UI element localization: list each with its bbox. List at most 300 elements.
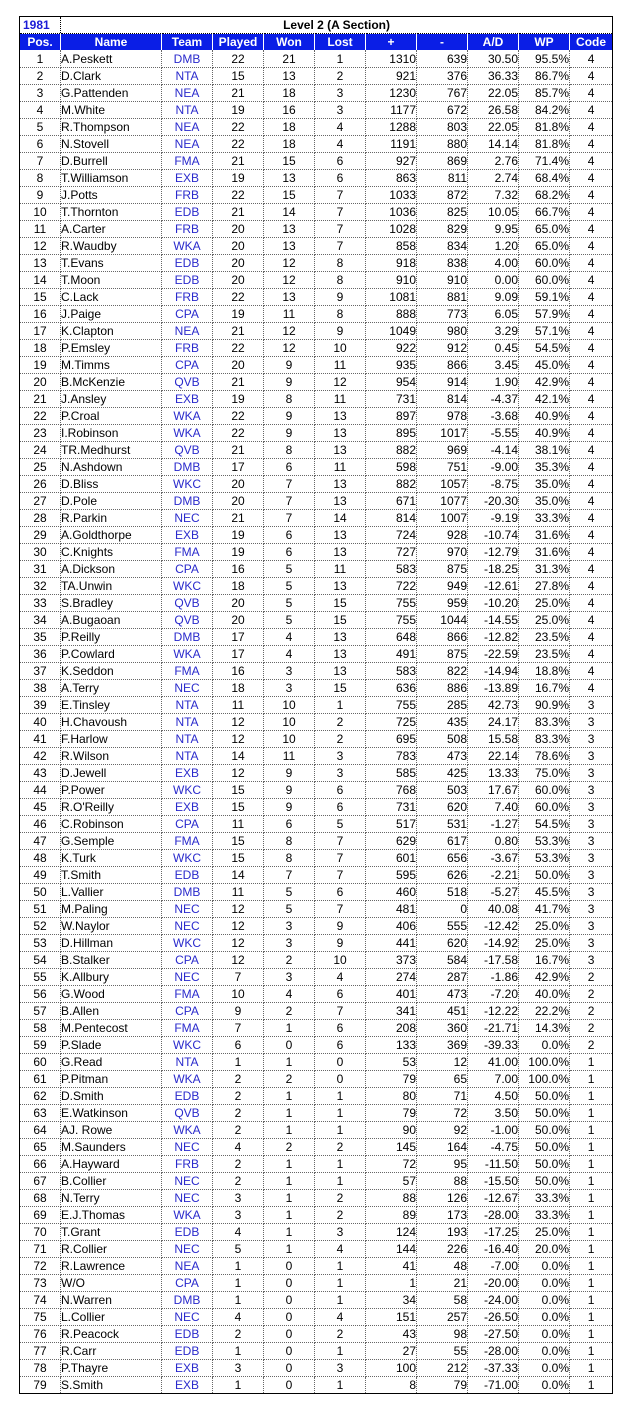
- cell-won: 12: [264, 322, 315, 339]
- cell-average-difference: 41.00: [468, 1053, 519, 1070]
- cell-win-percentage: 0.0%: [519, 1036, 570, 1053]
- cell-won: 5: [264, 577, 315, 594]
- cell-points-against: 869: [417, 152, 468, 169]
- cell-pos: 3: [20, 84, 61, 101]
- cell-code: 2: [570, 1036, 613, 1053]
- cell-average-difference: 3.50: [468, 1104, 519, 1121]
- cell-played: 1: [213, 1274, 264, 1291]
- cell-points-against: 829: [417, 220, 468, 237]
- cell-name: R.Thompson: [61, 118, 162, 135]
- cell-code: 4: [570, 254, 613, 271]
- cell-pos: 4: [20, 101, 61, 118]
- table-row: [20, 373, 613, 390]
- cell-lost: 2: [315, 1189, 366, 1206]
- cell-name: A.Hayward: [61, 1155, 162, 1172]
- cell-points-against: 376: [417, 67, 468, 84]
- cell-name: T.Smith: [61, 866, 162, 883]
- cell-points-for: 57: [366, 1172, 417, 1189]
- cell-pos: 49: [20, 866, 61, 883]
- cell-won: 12: [264, 254, 315, 271]
- cell-lost: 13: [315, 407, 366, 424]
- cell-name: P.Power: [61, 781, 162, 798]
- cell-points-against: 503: [417, 781, 468, 798]
- cell-won: 7: [264, 492, 315, 509]
- cell-team: CPA: [162, 951, 213, 968]
- cell-name: P.Cowlard: [61, 645, 162, 662]
- cell-points-against: 811: [417, 169, 468, 186]
- cell-code: 2: [570, 968, 613, 985]
- cell-points-against: 656: [417, 849, 468, 866]
- header-code: Code: [570, 34, 613, 51]
- cell-team: NTA: [162, 67, 213, 84]
- table-row: [20, 441, 613, 458]
- table-row: [20, 390, 613, 407]
- cell-points-for: 882: [366, 475, 417, 492]
- cell-code: 4: [570, 611, 613, 628]
- cell-points-against: 1044: [417, 611, 468, 628]
- cell-lost: 1: [315, 1087, 366, 1104]
- header-points-for: +: [366, 34, 417, 51]
- cell-won: 1: [264, 1189, 315, 1206]
- cell-win-percentage: 53.3%: [519, 849, 570, 866]
- cell-pos: 17: [20, 322, 61, 339]
- cell-points-for: 1028: [366, 220, 417, 237]
- cell-pos: 5: [20, 118, 61, 135]
- cell-won: 8: [264, 390, 315, 407]
- cell-lost: 11: [315, 560, 366, 577]
- cell-average-difference: -24.00: [468, 1291, 519, 1308]
- cell-name: P.Thayre: [61, 1359, 162, 1376]
- cell-points-against: 881: [417, 288, 468, 305]
- cell-lost: 15: [315, 611, 366, 628]
- table-row: [20, 475, 613, 492]
- cell-won: 1: [264, 1053, 315, 1070]
- cell-lost: 7: [315, 220, 366, 237]
- cell-pos: 25: [20, 458, 61, 475]
- cell-lost: 7: [315, 849, 366, 866]
- cell-points-for: 731: [366, 390, 417, 407]
- cell-lost: 8: [315, 254, 366, 271]
- cell-code: 4: [570, 475, 613, 492]
- cell-points-against: 767: [417, 84, 468, 101]
- cell-name: R.O'Reilly: [61, 798, 162, 815]
- cell-pos: 24: [20, 441, 61, 458]
- cell-code: 4: [570, 135, 613, 152]
- cell-team: NEA: [162, 322, 213, 339]
- cell-average-difference: 6.05: [468, 305, 519, 322]
- cell-points-for: 133: [366, 1036, 417, 1053]
- cell-won: 10: [264, 713, 315, 730]
- table-row: [20, 407, 613, 424]
- cell-average-difference: -21.71: [468, 1019, 519, 1036]
- cell-points-against: 473: [417, 747, 468, 764]
- cell-points-for: 124: [366, 1223, 417, 1240]
- cell-points-against: 257: [417, 1308, 468, 1325]
- cell-code: 1: [570, 1070, 613, 1087]
- cell-lost: 2: [315, 1138, 366, 1155]
- cell-win-percentage: 42.9%: [519, 968, 570, 985]
- cell-average-difference: -20.00: [468, 1274, 519, 1291]
- cell-name: P.Pitman: [61, 1070, 162, 1087]
- cell-win-percentage: 78.6%: [519, 747, 570, 764]
- cell-win-percentage: 16.7%: [519, 679, 570, 696]
- cell-played: 19: [213, 101, 264, 118]
- cell-team: FRB: [162, 339, 213, 356]
- cell-lost: 0: [315, 1053, 366, 1070]
- cell-code: 4: [570, 458, 613, 475]
- cell-played: 19: [213, 169, 264, 186]
- cell-code: 4: [570, 237, 613, 254]
- cell-played: 12: [213, 934, 264, 951]
- cell-team: FRB: [162, 220, 213, 237]
- cell-win-percentage: 81.8%: [519, 135, 570, 152]
- cell-points-against: 164: [417, 1138, 468, 1155]
- cell-win-percentage: 60.0%: [519, 271, 570, 288]
- cell-team: NEC: [162, 900, 213, 917]
- header-pos: Pos.: [20, 34, 61, 51]
- cell-team: FMA: [162, 152, 213, 169]
- cell-points-against: 814: [417, 390, 468, 407]
- cell-average-difference: -8.75: [468, 475, 519, 492]
- cell-points-for: 1191: [366, 135, 417, 152]
- cell-points-against: 969: [417, 441, 468, 458]
- cell-code: 4: [570, 390, 613, 407]
- cell-win-percentage: 66.7%: [519, 203, 570, 220]
- cell-average-difference: 15.58: [468, 730, 519, 747]
- cell-points-against: 626: [417, 866, 468, 883]
- cell-lost: 1: [315, 1274, 366, 1291]
- cell-pos: 46: [20, 815, 61, 832]
- cell-points-against: 360: [417, 1019, 468, 1036]
- cell-points-against: 425: [417, 764, 468, 781]
- cell-lost: 1: [315, 1121, 366, 1138]
- table-row: [20, 900, 613, 917]
- cell-team: CPA: [162, 305, 213, 322]
- cell-code: 4: [570, 288, 613, 305]
- cell-points-against: 92: [417, 1121, 468, 1138]
- cell-pos: 64: [20, 1121, 61, 1138]
- cell-points-for: 517: [366, 815, 417, 832]
- cell-team: WKA: [162, 407, 213, 424]
- cell-average-difference: -9.00: [468, 458, 519, 475]
- cell-win-percentage: 86.7%: [519, 67, 570, 84]
- cell-lost: 3: [315, 84, 366, 101]
- cell-average-difference: 7.32: [468, 186, 519, 203]
- cell-points-for: 491: [366, 645, 417, 662]
- cell-won: 4: [264, 645, 315, 662]
- cell-name: H.Chavoush: [61, 713, 162, 730]
- cell-win-percentage: 71.4%: [519, 152, 570, 169]
- cell-played: 19: [213, 543, 264, 560]
- cell-team: DMB: [162, 1291, 213, 1308]
- cell-name: P.Croal: [61, 407, 162, 424]
- cell-points-against: 21: [417, 1274, 468, 1291]
- cell-team: EXB: [162, 1359, 213, 1376]
- cell-win-percentage: 0.0%: [519, 1308, 570, 1325]
- cell-team: EXB: [162, 526, 213, 543]
- cell-win-percentage: 42.1%: [519, 390, 570, 407]
- cell-win-percentage: 25.0%: [519, 594, 570, 611]
- cell-pos: 30: [20, 543, 61, 560]
- cell-name: TA.Unwin: [61, 577, 162, 594]
- cell-average-difference: 10.05: [468, 203, 519, 220]
- cell-name: B.McKenzie: [61, 373, 162, 390]
- cell-pos: 56: [20, 985, 61, 1002]
- cell-points-against: 875: [417, 645, 468, 662]
- cell-points-against: 949: [417, 577, 468, 594]
- cell-pos: 21: [20, 390, 61, 407]
- cell-win-percentage: 95.5%: [519, 50, 570, 67]
- table-row: [20, 730, 613, 747]
- cell-code: 4: [570, 203, 613, 220]
- cell-pos: 38: [20, 679, 61, 696]
- cell-pos: 39: [20, 696, 61, 713]
- cell-average-difference: -14.94: [468, 662, 519, 679]
- cell-points-against: 620: [417, 934, 468, 951]
- cell-won: 10: [264, 730, 315, 747]
- cell-win-percentage: 54.5%: [519, 815, 570, 832]
- cell-win-percentage: 0.0%: [519, 1325, 570, 1342]
- cell-average-difference: -39.33: [468, 1036, 519, 1053]
- cell-points-for: 1081: [366, 288, 417, 305]
- cell-pos: 40: [20, 713, 61, 730]
- cell-win-percentage: 35.0%: [519, 475, 570, 492]
- table-row: [20, 645, 613, 662]
- cell-name: T.Williamson: [61, 169, 162, 186]
- table-row: [20, 1019, 613, 1036]
- cell-points-against: 0: [417, 900, 468, 917]
- table-row: [20, 152, 613, 169]
- cell-team: FRB: [162, 288, 213, 305]
- cell-lost: 6: [315, 152, 366, 169]
- cell-name: TR.Medhurst: [61, 441, 162, 458]
- table-row: [20, 1036, 613, 1053]
- cell-pos: 34: [20, 611, 61, 628]
- cell-team: CPA: [162, 560, 213, 577]
- cell-lost: 10: [315, 339, 366, 356]
- cell-name: R.Parkin: [61, 509, 162, 526]
- cell-code: 1: [570, 1257, 613, 1274]
- cell-pos: 73: [20, 1274, 61, 1291]
- cell-win-percentage: 50.0%: [519, 1155, 570, 1172]
- table-row: [20, 1172, 613, 1189]
- cell-lost: 1: [315, 1155, 366, 1172]
- cell-code: 1: [570, 1155, 613, 1172]
- cell-name: T.Grant: [61, 1223, 162, 1240]
- cell-pos: 51: [20, 900, 61, 917]
- cell-average-difference: 7.00: [468, 1070, 519, 1087]
- cell-average-difference: 2.76: [468, 152, 519, 169]
- table-row: [20, 1376, 613, 1393]
- cell-won: 1: [264, 1019, 315, 1036]
- cell-pos: 33: [20, 594, 61, 611]
- cell-code: 4: [570, 526, 613, 543]
- cell-code: 4: [570, 339, 613, 356]
- table-row: [20, 356, 613, 373]
- table-row: [20, 237, 613, 254]
- cell-points-for: 100: [366, 1359, 417, 1376]
- cell-win-percentage: 0.0%: [519, 1342, 570, 1359]
- table-row: [20, 135, 613, 152]
- cell-played: 2: [213, 1104, 264, 1121]
- cell-points-for: 79: [366, 1070, 417, 1087]
- cell-lost: 3: [315, 1223, 366, 1240]
- cell-won: 15: [264, 152, 315, 169]
- cell-won: 2: [264, 1138, 315, 1155]
- cell-won: 18: [264, 84, 315, 101]
- cell-average-difference: -4.75: [468, 1138, 519, 1155]
- cell-lost: 9: [315, 917, 366, 934]
- table-row: [20, 1359, 613, 1376]
- cell-win-percentage: 38.1%: [519, 441, 570, 458]
- cell-team: EXB: [162, 798, 213, 815]
- cell-played: 4: [213, 1223, 264, 1240]
- cell-points-for: 1036: [366, 203, 417, 220]
- cell-team: WKC: [162, 1036, 213, 1053]
- cell-pos: 22: [20, 407, 61, 424]
- table-row: [20, 1274, 613, 1291]
- cell-lost: 6: [315, 798, 366, 815]
- cell-pos: 29: [20, 526, 61, 543]
- table-row: [20, 543, 613, 560]
- table-row: [20, 220, 613, 237]
- table-row: [20, 1223, 613, 1240]
- cell-pos: 2: [20, 67, 61, 84]
- cell-points-for: 72: [366, 1155, 417, 1172]
- cell-points-for: 1: [366, 1274, 417, 1291]
- table-row: [20, 679, 613, 696]
- cell-points-for: 583: [366, 560, 417, 577]
- cell-code: 4: [570, 407, 613, 424]
- cell-code: 1: [570, 1240, 613, 1257]
- table-row: [20, 1121, 613, 1138]
- cell-points-for: 671: [366, 492, 417, 509]
- cell-team: CPA: [162, 1274, 213, 1291]
- cell-pos: 16: [20, 305, 61, 322]
- cell-won: 1: [264, 1104, 315, 1121]
- cell-won: 14: [264, 203, 315, 220]
- cell-points-against: 872: [417, 186, 468, 203]
- cell-pos: 20: [20, 373, 61, 390]
- cell-team: NEC: [162, 1189, 213, 1206]
- cell-pos: 41: [20, 730, 61, 747]
- cell-name: G.Read: [61, 1053, 162, 1070]
- cell-win-percentage: 18.8%: [519, 662, 570, 679]
- cell-points-for: 1049: [366, 322, 417, 339]
- cell-name: B.Collier: [61, 1172, 162, 1189]
- cell-played: 15: [213, 798, 264, 815]
- cell-points-for: 585: [366, 764, 417, 781]
- cell-points-for: 460: [366, 883, 417, 900]
- cell-points-against: 531: [417, 815, 468, 832]
- cell-points-for: 1310: [366, 50, 417, 67]
- cell-average-difference: 1.20: [468, 237, 519, 254]
- cell-code: 3: [570, 951, 613, 968]
- cell-played: 15: [213, 781, 264, 798]
- cell-average-difference: -17.25: [468, 1223, 519, 1240]
- cell-points-for: 910: [366, 271, 417, 288]
- cell-average-difference: -27.50: [468, 1325, 519, 1342]
- cell-win-percentage: 53.3%: [519, 832, 570, 849]
- cell-code: 1: [570, 1138, 613, 1155]
- cell-played: 15: [213, 832, 264, 849]
- cell-win-percentage: 41.7%: [519, 900, 570, 917]
- cell-name: C.Robinson: [61, 815, 162, 832]
- cell-points-against: 79: [417, 1376, 468, 1393]
- cell-team: NEC: [162, 1138, 213, 1155]
- cell-win-percentage: 31.6%: [519, 526, 570, 543]
- cell-played: 20: [213, 356, 264, 373]
- cell-win-percentage: 68.2%: [519, 186, 570, 203]
- table-row: [20, 951, 613, 968]
- cell-played: 12: [213, 713, 264, 730]
- cell-played: 2: [213, 1087, 264, 1104]
- table-row: [20, 883, 613, 900]
- cell-average-difference: 4.50: [468, 1087, 519, 1104]
- cell-played: 11: [213, 696, 264, 713]
- cell-points-for: 53: [366, 1053, 417, 1070]
- cell-points-against: 912: [417, 339, 468, 356]
- cell-team: DMB: [162, 492, 213, 509]
- cell-points-against: 886: [417, 679, 468, 696]
- cell-played: 5: [213, 1240, 264, 1257]
- cell-average-difference: 14.14: [468, 135, 519, 152]
- cell-team: EXB: [162, 764, 213, 781]
- cell-won: 7: [264, 509, 315, 526]
- cell-pos: 62: [20, 1087, 61, 1104]
- cell-points-for: 1230: [366, 84, 417, 101]
- cell-points-against: 1077: [417, 492, 468, 509]
- cell-points-for: 927: [366, 152, 417, 169]
- cell-pos: 63: [20, 1104, 61, 1121]
- cell-pos: 69: [20, 1206, 61, 1223]
- cell-team: CPA: [162, 815, 213, 832]
- table-row: [20, 1155, 613, 1172]
- cell-points-against: 287: [417, 968, 468, 985]
- cell-won: 2: [264, 1002, 315, 1019]
- cell-won: 9: [264, 424, 315, 441]
- cell-pos: 32: [20, 577, 61, 594]
- cell-points-against: 48: [417, 1257, 468, 1274]
- cell-played: 3: [213, 1359, 264, 1376]
- cell-code: 4: [570, 152, 613, 169]
- cell-team: FMA: [162, 985, 213, 1002]
- cell-won: 13: [264, 220, 315, 237]
- table-row: [20, 815, 613, 832]
- cell-name: M.Pentecost: [61, 1019, 162, 1036]
- cell-code: 4: [570, 322, 613, 339]
- cell-name: P.Emsley: [61, 339, 162, 356]
- cell-lost: 3: [315, 764, 366, 781]
- cell-lost: 1: [315, 50, 366, 67]
- cell-win-percentage: 50.0%: [519, 1087, 570, 1104]
- cell-points-for: 601: [366, 849, 417, 866]
- cell-points-for: 768: [366, 781, 417, 798]
- cell-won: 18: [264, 118, 315, 135]
- cell-points-for: 373: [366, 951, 417, 968]
- cell-code: 1: [570, 1172, 613, 1189]
- cell-win-percentage: 83.3%: [519, 713, 570, 730]
- cell-pos: 1: [20, 50, 61, 67]
- cell-win-percentage: 54.5%: [519, 339, 570, 356]
- cell-played: 22: [213, 135, 264, 152]
- cell-won: 3: [264, 679, 315, 696]
- cell-pos: 58: [20, 1019, 61, 1036]
- cell-name: T.Moon: [61, 271, 162, 288]
- cell-code: 1: [570, 1104, 613, 1121]
- cell-code: 1: [570, 1325, 613, 1342]
- cell-win-percentage: 0.0%: [519, 1376, 570, 1393]
